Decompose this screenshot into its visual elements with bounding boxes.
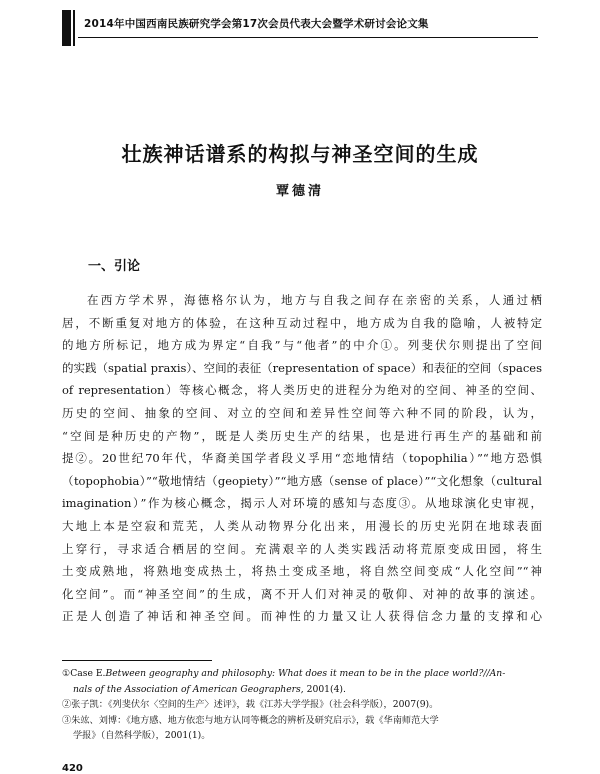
page-number: 420 bbox=[62, 763, 83, 774]
header-bar-thick bbox=[62, 10, 71, 46]
footnote-1 bbox=[62, 666, 542, 682]
section-heading: 一、引论 bbox=[88, 259, 141, 274]
footnote-1-lead: ①Case E. bbox=[62, 668, 106, 679]
article-title: 壮族神话谱系的构拟与神圣空间的生成 bbox=[121, 142, 479, 166]
body-text bbox=[62, 289, 542, 628]
footnote-2: ②张子凯：《列斐伏尔〈空间的生产〉述评》，载《江苏大学学报》（社会科学版），2007(9)。 bbox=[62, 699, 439, 710]
body-line: 居，不断重复对地方的体验，在这种互动过程中，地方成为自我的隐喻，人被特定 bbox=[62, 315, 542, 330]
body-line: （topophobia）”“敬地情结（geopiety）”“地方感（sense of place）”“文化想象（cultural bbox=[62, 473, 542, 488]
header-bar-thin bbox=[73, 10, 75, 46]
footnote-1-journal: nals of the Association of American Geographers bbox=[73, 683, 301, 695]
body-line: 上穿行，寻求适合栖居的空间。充满艰辛的人类实践活动将荒原变成田园，将生 bbox=[62, 541, 542, 556]
body-line: 历史的空间、抽象的空间、对立的空间和差异性空间等六种不同的阶段，认为， bbox=[62, 405, 542, 420]
footnote-3-cont: 学报》（自然科学版），2001(1)。 bbox=[73, 730, 211, 741]
footnote-3: ③朱竑、刘博：《地方感、地方依恋与地方认同等概念的辨析及研究启示》，载《华南师范大学 bbox=[62, 714, 439, 726]
body-line: 大地上本是空寂和荒芜，人类从动物界分化出来，用漫长的历史光阴在地球表面 bbox=[62, 518, 542, 533]
body-line: 在西方学术界，海德格尔认为，地方与自我之间存在亲密的关系，人通过栖 bbox=[87, 293, 542, 307]
body-line: 提②。20世纪70年代，华裔美国学者段义孚用“恋地情结（topophilia）”“地方恐惧 bbox=[62, 451, 542, 466]
body-line: imagination）”作为核心概念，揭示人对环境的感知与态度③。从地球演化史审视， bbox=[62, 496, 542, 511]
running-head: 2014年中国西南民族研究学会第17次会员代表大会暨学术研讨会论文集 bbox=[84, 18, 429, 30]
body-line: “空间是种历史的产物”，既是人类历史生产的结果，也是进行再生产的基础和前 bbox=[62, 428, 542, 443]
footnote-1-title: Between geography and philosophy: What does it mean to be in the place world?//An- bbox=[105, 668, 506, 679]
body-line: 的实践（spatial praxis）、空间的表征（representation of space）和表征的空间（spaces bbox=[62, 360, 542, 375]
header-rule bbox=[78, 37, 538, 38]
body-line: of representation）等核心概念，将人类历史的进程分为绝对的空间、神圣的空间、 bbox=[62, 383, 542, 398]
footnote-rule bbox=[62, 660, 212, 661]
article-author: 覃德清 bbox=[275, 184, 324, 199]
body-line: 的地方所标记，地方成为界定“自我”与“他者”的中介①。列斐伏尔则提出了空间 bbox=[62, 338, 542, 353]
footnote-1-year: , 2001(4). bbox=[300, 683, 346, 695]
body-line: 土变成熟地，将熟地变成热土，将热土变成圣地，将自然空间变成“人化空间”“神 bbox=[62, 564, 542, 579]
footnote-1-cont bbox=[62, 682, 542, 698]
footnotes bbox=[62, 666, 542, 744]
body-line: 化空间”。而“神圣空间”的生成，离不开人们对神灵的敬仰、对神的故事的演述。 bbox=[62, 586, 542, 601]
body-line: 正是人创造了神话和神圣空间。而神性的力量又让人获得信念力量的支撑和心 bbox=[62, 609, 542, 624]
